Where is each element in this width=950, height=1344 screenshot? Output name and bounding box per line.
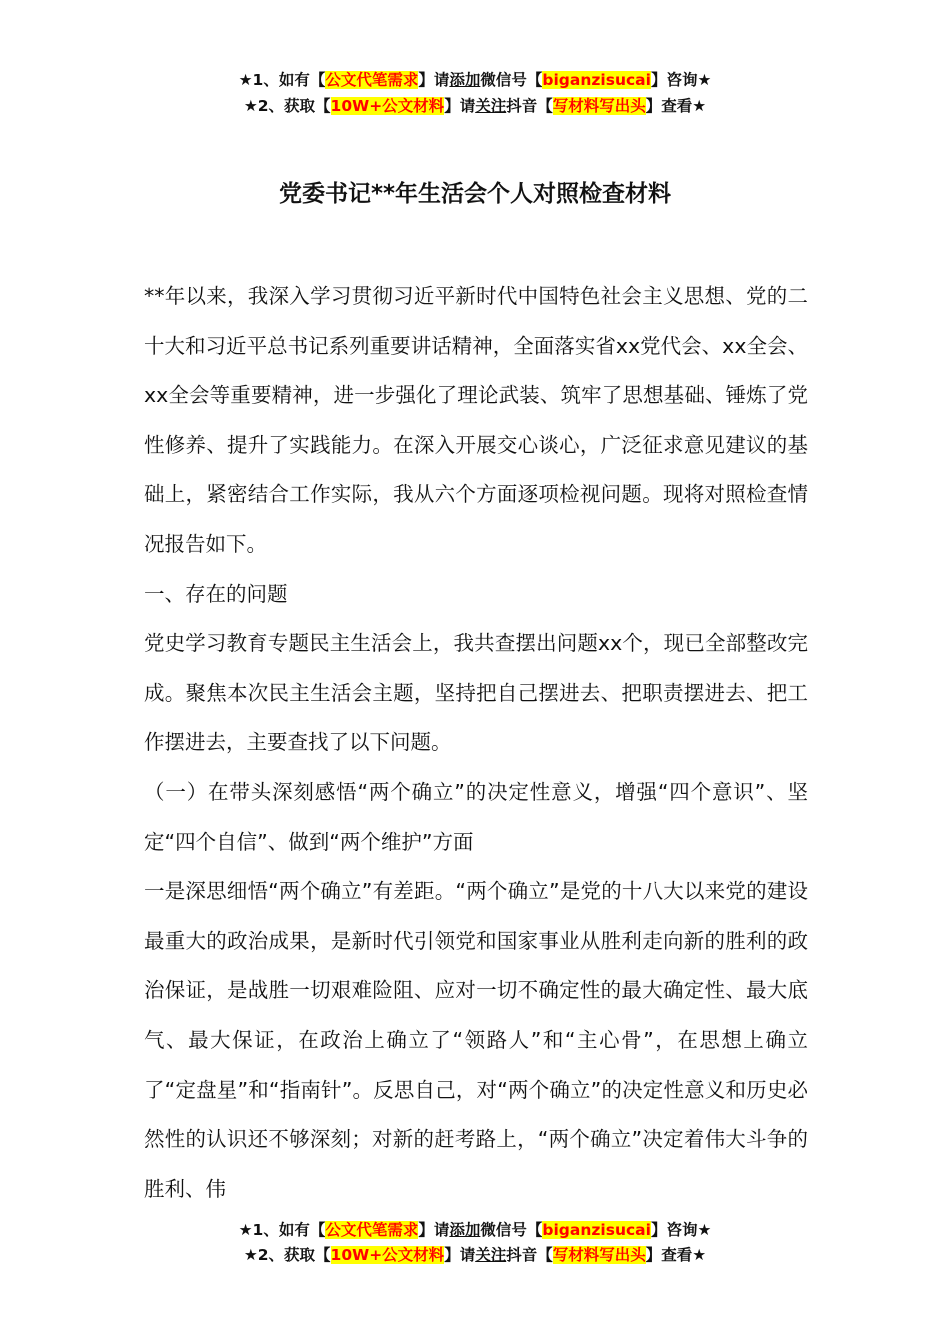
wm-text: 抖音【 xyxy=(506,97,553,115)
wm-highlight-service: 公文代笔需求 xyxy=(325,71,419,89)
wm-text: 】请 xyxy=(444,1246,476,1264)
wm-underline: 添加 xyxy=(449,1221,481,1239)
wm-prefix: ★2、获取【 xyxy=(243,1246,331,1264)
paragraph-summary: 党史学习教育专题民主生活会上，我共查摆出问题xx个，现已全部整改完成。聚焦本次民主生活会主题，坚持把自己摆进去、把职责摆进去、把工作摆进去，主要查找了以下问题。 xyxy=(144,631,808,755)
wm-underline: 关注 xyxy=(475,97,507,115)
wm-text: 微信号【 xyxy=(480,1221,543,1239)
wm-prefix: ★1、如有【 xyxy=(238,71,326,89)
watermark-line-2-top xyxy=(0,94,950,118)
wm-suffix: 】咨询★ xyxy=(650,1221,712,1239)
wm-highlight-materials: 10W+公文材料 xyxy=(330,1246,445,1264)
wm-underline: 关注 xyxy=(475,1246,507,1264)
subsection-heading-1: （一）在带头深刻感悟“两个确立”的决定性意义，增强“四个意识”、坚定“四个自信”、做到“两个维护”方面 xyxy=(144,779,808,854)
wm-highlight-douyin: 写材料写出头 xyxy=(552,97,646,115)
wm-highlight-service: 公文代笔需求 xyxy=(325,1221,419,1239)
wm-text: 】请 xyxy=(444,97,476,115)
document-body xyxy=(144,272,808,1214)
watermark-line-1-top xyxy=(0,68,950,92)
wm-prefix: ★1、如有【 xyxy=(238,1221,326,1239)
paragraph-point-1: 一是深思细悟“两个确立”有差距。“两个确立”是党的十八大以来党的建设最重大的政治成果，是新时代引领党和国家事业从胜利走向新的胜利的政治保证，是战胜一切艰难险阻、应对一切不确定性的最大确定性、最大底气、最大保证，在政治上确立了“领路人”和“主心骨”，在思想上确立了“定盘星”和“指南针”。反思自己，对“两个确立”的决定性意义和历史必然性的认识还不够深刻；对新的赶考路上，“两个确立”决定着伟大斗争的胜利、伟 xyxy=(144,879,808,1201)
wm-text: 】请 xyxy=(418,71,450,89)
wm-suffix: 】查看★ xyxy=(645,97,707,115)
wm-text: 】请 xyxy=(418,1221,450,1239)
wm-highlight-wechat: biganzisucai xyxy=(542,71,651,89)
wm-text: 微信号【 xyxy=(480,71,543,89)
wm-prefix: ★2、获取【 xyxy=(243,97,331,115)
wm-text: 抖音【 xyxy=(506,1246,553,1264)
wm-highlight-wechat: biganzisucai xyxy=(542,1221,651,1239)
section-heading-problems: 一、存在的问题 xyxy=(144,581,288,606)
paragraph-intro: **年以来，我深入学习贯彻习近平新时代中国特色社会主义思想、党的二十大和习近平总书记系列重要讲话精神，全面落实省xx党代会、xx全会、xx全会等重要精神，进一步强化了理论武装、筑牢了思想基础、锤炼了党性修养、提升了实践能力。在深入开展交心谈心，广泛征求意见建议的基础上，紧密结合工作实际，我从六个方面逐项检视问题。现将对照检查情况报告如下。 xyxy=(144,284,808,556)
wm-suffix: 】咨询★ xyxy=(650,71,712,89)
watermark-line-2-bottom xyxy=(0,1243,950,1267)
wm-suffix: 】查看★ xyxy=(645,1246,707,1264)
wm-highlight-douyin: 写材料写出头 xyxy=(552,1246,646,1264)
document-title: 党委书记**年生活会个人对照检查材料 xyxy=(278,181,672,207)
watermark-line-1-bottom xyxy=(0,1218,950,1242)
wm-underline: 添加 xyxy=(449,71,481,89)
wm-highlight-materials: 10W+公文材料 xyxy=(330,97,445,115)
